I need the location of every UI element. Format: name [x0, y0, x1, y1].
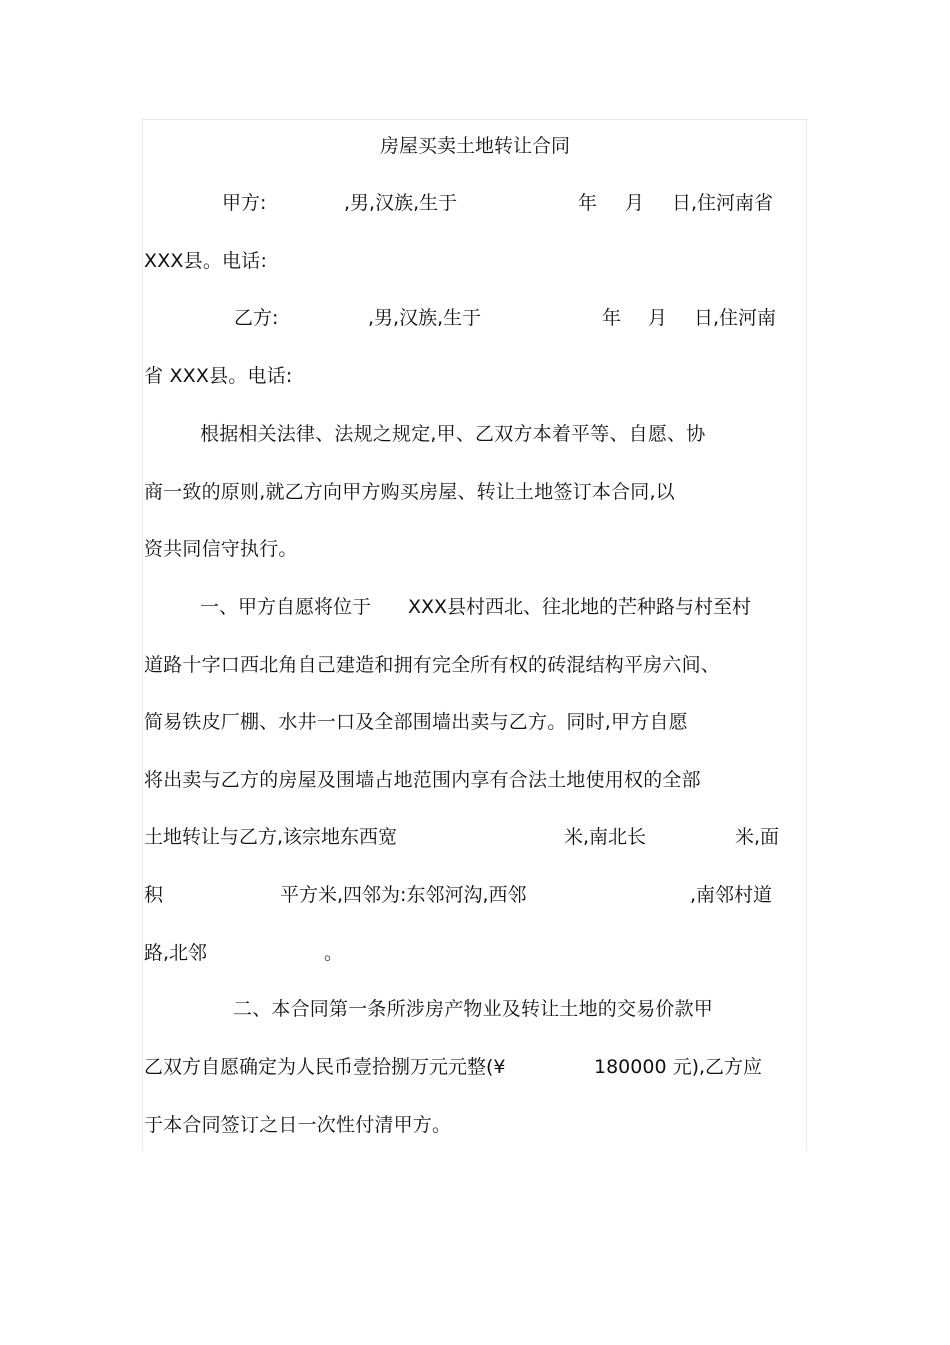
clause-1-line-3: 简易铁皮厂棚、水井一口及全部围墙出卖与乙方。同时,甲方自愿 [144, 711, 688, 733]
clause-1-end: 。 [324, 942, 344, 964]
party-b-phone-line: 省 XXX县。电话: [144, 365, 293, 387]
clause-2-line-1: 二、本合同第一条所涉房产物业及转让土地的交易价款甲 [233, 998, 714, 1020]
clause-2-price-amount: 180000 元),乙方应 [594, 1056, 763, 1078]
clause-2-price-text: 乙双方自愿确定为人民币壹拾捌万元元整(¥ [144, 1056, 506, 1078]
document-title: 房屋买卖土地转让合同 [379, 135, 570, 157]
preamble-line-2: 商一致的原则,就乙方向甲方购买房屋、转让土地签订本合同,以 [144, 481, 675, 503]
clause-1-line-4: 将出卖与乙方的房屋及围墙占地范围内享有合法土地使用权的全部 [144, 769, 701, 791]
preamble-line-3: 资共同信守执行。 [144, 538, 298, 560]
clause-1-south-neighbor: ,南邻村道 [690, 884, 773, 906]
clause-1-width: 土地转让与乙方,该宗地东西宽 [144, 826, 398, 848]
party-a-label: 甲方: [222, 192, 267, 214]
party-a-day-address: 日,住河南省 [672, 192, 774, 214]
party-a-month: 月 [625, 192, 645, 214]
clause-1-neighbors: 平方米,四邻为:东邻河沟,西邻 [280, 884, 527, 906]
clause-1-north-neighbor: 路,北邻 [144, 942, 208, 964]
party-a-phone-line: XXX县。电话: [144, 250, 268, 272]
clause-1-area-label: 积 [144, 884, 164, 906]
preamble-line-1: 根据相关法律、法规之规定,甲、乙双方本着平等、自愿、协 [200, 423, 706, 445]
party-b-label: 乙方: [234, 307, 279, 329]
clause-2-line-3: 于本合同签订之日一次性付清甲方。 [144, 1114, 452, 1136]
party-b-info: ,男,汉族,生于 [368, 307, 482, 329]
clause-1-location: XXX县村西北、往北地的芒种路与村至村 [408, 596, 752, 618]
clause-1-line-2: 道路十字口西北角自己建造和拥有完全所有权的砖混结构平房六间、 [144, 654, 721, 676]
party-b-month: 月 [648, 307, 668, 329]
party-b-day-address: 日,住河南 [694, 307, 777, 329]
clause-1-intro: 一、甲方自愿将位于 [200, 596, 372, 618]
clause-1-length: 米,南北长 [564, 826, 647, 848]
party-a-info: ,男,汉族,生于 [344, 192, 458, 214]
clause-1-area-start: 米,面 [735, 826, 780, 848]
party-a-year: 年 [578, 192, 598, 214]
party-b-year: 年 [602, 307, 622, 329]
